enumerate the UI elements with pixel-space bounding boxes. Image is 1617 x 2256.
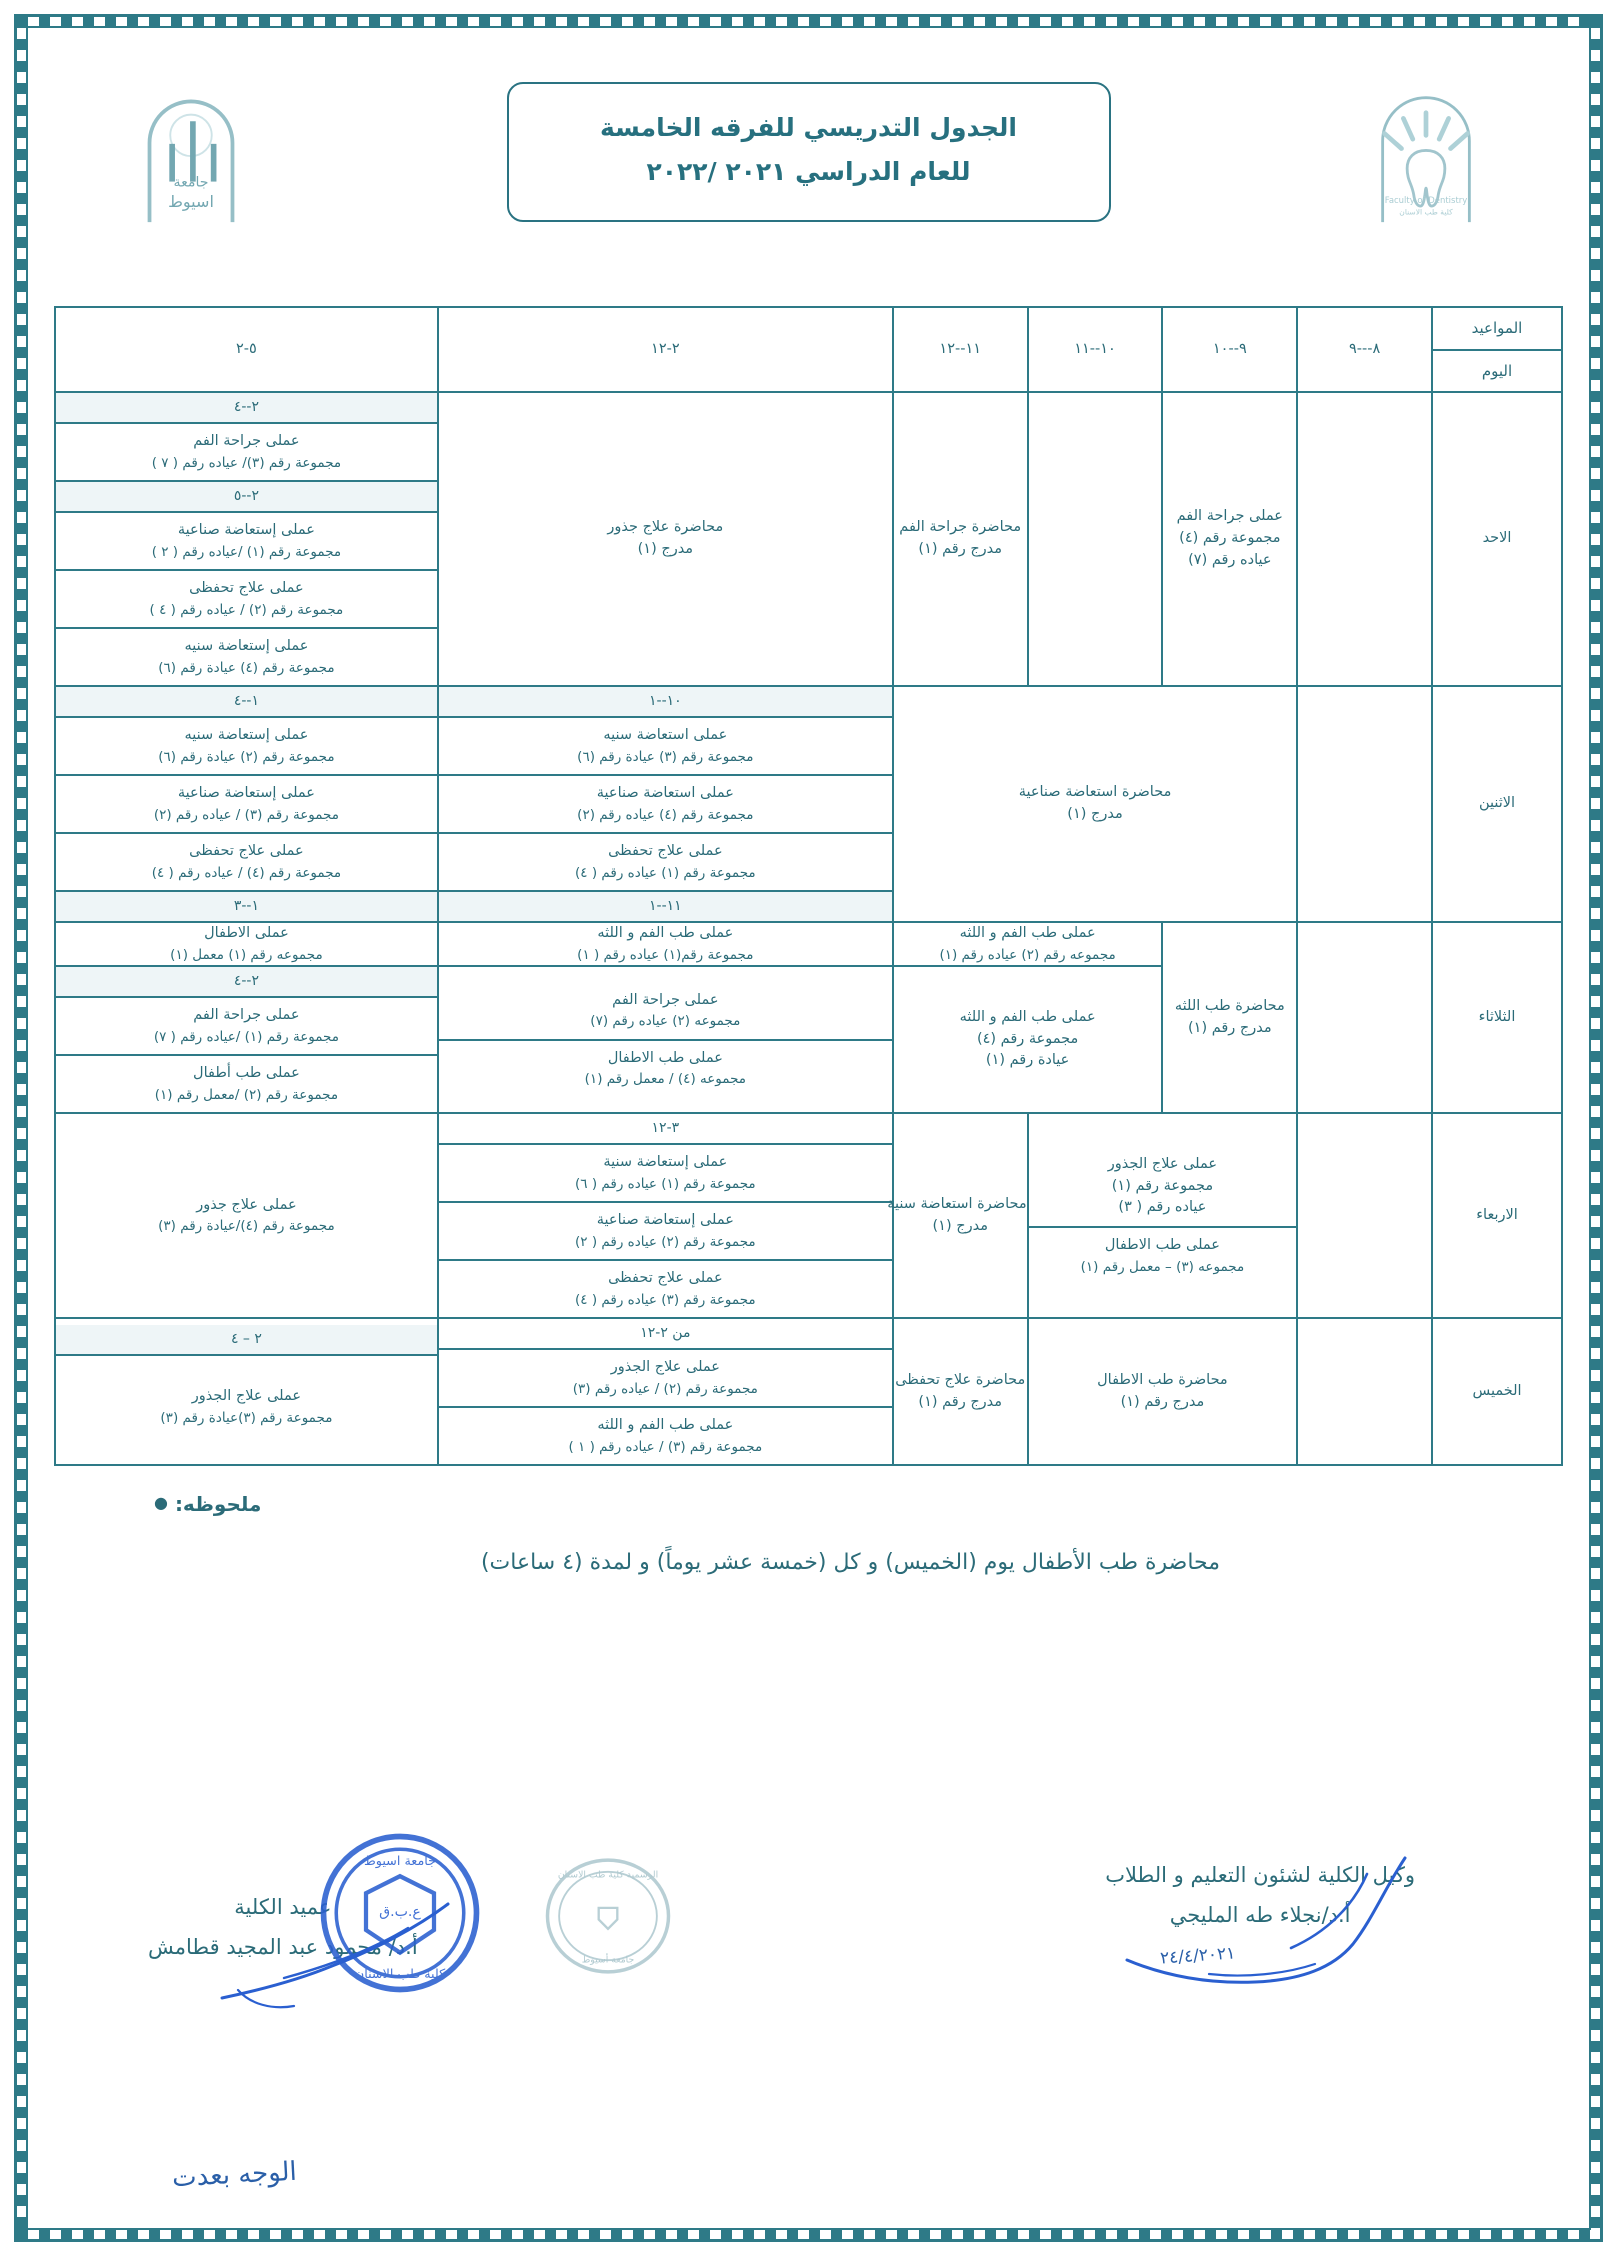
sub-time-label: ٢--٥ (56, 482, 437, 513)
course-group: مجموعة رقم (١) /عياده رقم ( ٧) (153, 1028, 339, 1045)
cell-wednesday-12-2 (438, 1113, 893, 1318)
sub-session (56, 718, 437, 776)
header-slot-8-9: ٨---٩ (1297, 307, 1432, 392)
cell-tuesday-lecture (1162, 922, 1297, 1113)
header-slot-2-5: ٥-٢ (55, 307, 438, 392)
course-group: مجموعة رقم (٤)/عيادة رقم (٣) (158, 1218, 335, 1235)
sub-time-label: ١--٤ (56, 687, 437, 718)
cell-thursday-lecture-cons (893, 1318, 1028, 1465)
course-group: مجموعة رقم (٤) (1179, 530, 1281, 547)
sub-session (56, 834, 437, 890)
course-group: مجموعة رقم (٢) / عياده رقم (٣) (572, 1380, 758, 1397)
handwritten-note: الوجه بعدت (171, 2156, 298, 2194)
sub-session (56, 776, 437, 834)
course-title: عملى علاج تحفظى (608, 1270, 723, 1286)
cell-thursday-lecture-peds (1028, 1318, 1298, 1465)
course-group: مجموعة رقم (١) عياده رقم ( ٤) (575, 864, 756, 881)
course-title: محاضرة علاج جذور (607, 519, 724, 536)
cell-tuesday-2-5-a (55, 922, 438, 966)
cell-wednesday-2-5 (55, 1113, 438, 1318)
document-header (52, 44, 1565, 244)
header-slot-11-12: ١١--١٢ (893, 307, 1028, 392)
course-title: عملى طب أطفال (193, 1065, 300, 1081)
course-title: عملى طب الفم و اللثه (959, 925, 1096, 941)
course-title: عملى إستعاضة صناعية (177, 785, 315, 801)
sub-session (56, 629, 437, 685)
sub-session (56, 1056, 437, 1112)
page-content (52, 44, 1565, 2212)
course-title: عملى طب الفم و اللثه (597, 925, 734, 941)
course-title: عملى الاطفال (204, 925, 289, 941)
sub-session (56, 513, 437, 571)
course-group: مجموعه (٤) / معمل رقم (١) (584, 1071, 747, 1088)
course-group: مجموعة رقم (١) عياده رقم ( ٦) (575, 1175, 756, 1192)
table-row-wednesday (55, 1113, 1562, 1318)
course-title: عملى إستعاضة سنيه (184, 727, 309, 743)
cell-thursday-12-2 (438, 1318, 893, 1465)
sub-time-label: ١٠--١ (439, 687, 892, 718)
course-room: عياده رقم (٧) (1188, 551, 1272, 568)
sub-session (439, 1350, 892, 1408)
course-title: عملى طب الفم و اللثه (597, 1417, 734, 1433)
course-room: مدرج رقم (١) (1120, 1393, 1205, 1410)
course-title: عملى إستعاضة سنية (603, 1154, 728, 1170)
course-group: مجموعه رقم (١) معمل (١) (170, 946, 323, 963)
course-group: مجموعة رقم (٤) عيادة رقم (٦) (158, 659, 335, 676)
course-group: مجموعة رقم (١) /عياده رقم ( ٢ ) (151, 543, 342, 560)
course-title: محاضرة استعاضة سنية (887, 1195, 1027, 1212)
cell-tuesday-10-12-a (893, 922, 1163, 966)
sub-session (439, 834, 892, 890)
vice-dean-name: أ.د/نجلاء طه المليجي (1169, 1903, 1351, 1928)
note-text: محاضرة طب الأطفال يوم (الخميس) و كل (خمسة عشر يوماً) و لمدة (٤ ساعات) (480, 1550, 1221, 1575)
cell-wednesday-8-9 (1297, 1113, 1432, 1318)
course-title: عملى علاج الجذور (1107, 1155, 1218, 1172)
svg-text:اسيوط: اسيوط (168, 192, 214, 212)
day-label-wednesday: الاربعاء (1432, 1113, 1562, 1318)
course-title: عملى علاج الجذور (610, 1359, 720, 1375)
sub-session (439, 776, 892, 834)
handwritten-date: ٢٤/٤/٢٠٢١ (1159, 1943, 1236, 1969)
svg-text:الرسمية كلية طب الاسنان: الرسمية كلية طب الاسنان (557, 1869, 659, 1881)
course-group: مجموعة رقم (٢) / عياده رقم ( ٤ ) (149, 601, 344, 618)
course-title: محاضرة استعاضة صناعية (1018, 784, 1172, 801)
course-title: محاضرة علاج تحفظى (895, 1371, 1026, 1388)
course-title: عملى علاج تحفظى (189, 580, 304, 596)
course-room: مدرج (١) (637, 541, 694, 557)
cell-monday-lecture (893, 686, 1297, 922)
cell-monday-8-9 (1297, 686, 1432, 922)
header-slot-9-10: ٩--١٠ (1162, 307, 1297, 392)
svg-text:Faculty of Dentistry: Faculty of Dentistry (1384, 195, 1468, 206)
cell-tuesday-10-12-b (893, 966, 1163, 1113)
cell-wednesday-9-11 (1028, 1113, 1298, 1318)
course-group: مجموعة رقم (٢) /معمل رقم (١) (154, 1086, 339, 1103)
course-room: مدرج رقم (١) (918, 1393, 1003, 1410)
course-title: عملى إستعاضة صناعية (596, 1212, 734, 1228)
course-room: عياده رقم ( ٣) (1118, 1199, 1207, 1216)
svg-text:كلية طب الاسنان: كلية طب الاسنان (354, 1967, 446, 1983)
cell-sunday-9-10 (1162, 392, 1297, 686)
schedule-table (54, 306, 1563, 1466)
table-row-tuesday-early (55, 922, 1562, 966)
cell-tuesday-12-2-a (438, 922, 893, 966)
cell-monday-12-2 (438, 686, 893, 891)
time-strip-11-1: ١١--١ (438, 891, 893, 922)
sub-time-label: ٢--٤ (56, 393, 437, 424)
cell-sunday-10-11 (1028, 392, 1163, 686)
course-title: عملى استعاضة صناعية (596, 785, 734, 801)
cell-thursday-8-9 (1297, 1318, 1432, 1465)
course-title: عملى إستعاضة صناعية (177, 522, 315, 538)
faculty-of-dentistry-logo (1367, 92, 1485, 224)
cell-wednesday-11-12 (887, 1113, 1028, 1318)
sub-time-label: ٢ – ٤ (56, 1325, 437, 1356)
course-group: مجموعة رقم (٣)/ عياده رقم ( ٧ ) (151, 454, 342, 471)
sub-session (1029, 1147, 1297, 1228)
course-title: عملى جراحة الفم (612, 991, 719, 1008)
time-strip-1-3: ١--٣ (55, 891, 438, 922)
svg-text:جامعة اسيوط: جامعة اسيوط (363, 1853, 437, 1869)
table-row-thursday (55, 1318, 1562, 1465)
title-box (507, 82, 1111, 222)
cell-tuesday-8-9 (1297, 922, 1432, 1113)
sub-session (439, 718, 892, 776)
course-group: مجموعه رقم (٢) عياده رقم (١) (939, 946, 1116, 963)
cell-thursday-2-5 (55, 1318, 438, 1465)
day-label-tuesday: الثلاثاء (1432, 922, 1562, 1113)
course-group: مجموعة رقم (٤) / عياده رقم ( ٤) (151, 864, 342, 881)
vice-dean-title: وكيل الكلية لشئون التعليم و الطلاب (1105, 1863, 1415, 1888)
cell-tuesday-2-5-b (55, 966, 438, 1113)
sub-time-label: ٢--٤ (56, 967, 437, 998)
course-group: مجموعة رقم (٤) (976, 1030, 1079, 1047)
course-group: مجموعة رقم (٣) عياده رقم ( ٤) (575, 1291, 756, 1308)
course-title: محاضرة طب اللثه (1174, 997, 1285, 1014)
table-header-row (55, 307, 1562, 392)
day-label-monday: الاثنين (1432, 686, 1562, 922)
course-room: مدرج (١) (932, 1217, 988, 1234)
course-title: عملى جراحة الفم (1176, 508, 1283, 525)
svg-text:ع.ب.ق: ع.ب.ق (379, 1903, 421, 1920)
cell-sunday-2-5 (55, 392, 438, 686)
svg-text:جامعة أسيوط: جامعة أسيوط (581, 1954, 635, 1966)
sub-time-label: ٣-١٢ (439, 1114, 892, 1145)
course-title: عملى طب الاطفال (1104, 1237, 1220, 1254)
svg-text:جامعة: جامعة (173, 174, 209, 191)
bullet-icon: ● (154, 1493, 168, 1512)
signature-area (52, 1854, 1565, 2084)
page-title-line2: للعام الدراسي ٢٠٢١ /٢٠٢٢ (646, 156, 971, 186)
sub-session (439, 1408, 892, 1464)
course-group: مجموعة رقم (٤) عياده رقم (٢) (577, 806, 754, 823)
course-group: مجموعة رقم (٣)عيادة رقم (٣) (160, 1409, 333, 1426)
header-day-label: اليوم (1481, 361, 1513, 380)
note-heading (52, 1492, 1539, 1516)
sub-session (439, 983, 892, 1041)
course-title: عملى علاج تحفظى (608, 843, 723, 859)
course-title: عملى علاج تحفظى (189, 843, 304, 859)
sub-session (1029, 1228, 1297, 1284)
course-group: مجموعة رقم (٣) / عياده رقم ( ١ ) (568, 1438, 763, 1455)
sub-session (439, 1145, 892, 1203)
sub-session (56, 998, 437, 1056)
note-label: ملحوظه: (174, 1492, 262, 1516)
course-title: عملى علاج الجذور (191, 1388, 302, 1404)
sub-session (56, 424, 437, 482)
course-title: عملى جراحة الفم (193, 433, 300, 449)
day-label-thursday: الخميس (1432, 1318, 1562, 1465)
cell-tuesday-12-2-b (438, 966, 893, 1113)
course-room: مدرج رقم (١) (918, 541, 1003, 557)
dean-title: عميد الكلية (234, 1895, 332, 1920)
vice-dean-signature-block (1105, 1856, 1415, 1936)
sub-session (439, 1041, 892, 1097)
course-group: مجموعة رقم (١) (1111, 1177, 1214, 1194)
sub-session (439, 1203, 892, 1261)
header-times-label: المواعيد (1433, 308, 1561, 351)
course-title: عملى طب الاطفال (607, 1049, 723, 1066)
table-row-monday (55, 686, 1562, 891)
course-room: مدرج (١) (1067, 806, 1123, 822)
official-seal-stamp (538, 1852, 678, 1980)
course-group: مجموعة رقم (٣) / عياده رقم (٢) (153, 806, 339, 823)
course-group: مجموعه (٣) – معمل رقم (١) (1080, 1258, 1245, 1275)
course-title: محاضرة طب الاطفال (1097, 1371, 1228, 1388)
course-room: عيادة رقم (١) (985, 1052, 1070, 1069)
course-group: مجموعة رقم (٣) عيادة رقم (٦) (577, 748, 754, 765)
course-group: مجموعه (٢) عياده رقم (٧) (590, 1013, 741, 1030)
course-title: عملى طب الفم و اللثه (959, 1008, 1096, 1025)
course-title: عملى جراحة الفم (193, 1007, 300, 1023)
course-group: مجموعة رقم (٢) عيادة رقم (٦) (158, 748, 335, 765)
sub-time-label: من ٢-١٢ (439, 1319, 892, 1350)
sub-session (439, 1261, 892, 1317)
note-section (52, 1492, 1565, 1575)
course-group: مجموعة رقم (٢) عياده رقم ( ٢) (575, 1233, 756, 1250)
course-title: عملى علاج جذور (196, 1196, 297, 1213)
course-title: عملى إستعاضة سنيه (184, 638, 309, 654)
dean-signature-block (148, 1888, 418, 1968)
cell-sunday-11-12 (893, 392, 1028, 686)
cell-sunday-12-2 (438, 392, 893, 686)
course-group: مجموعة رقم(١) عياده رقم ( ١) (577, 946, 754, 963)
header-slot-10-11: ١٠--١١ (1028, 307, 1163, 392)
header-slot-12-2: ٢-١٢ (438, 307, 893, 392)
header-corner (1432, 307, 1562, 392)
sub-session (56, 571, 437, 629)
cell-monday-2-5 (55, 686, 438, 891)
dean-name: أ.د/ محمود عبد المجيد قطامش (148, 1935, 418, 1960)
page-title-line1: الجدول التدريسي للفرقه الخامسة (600, 113, 1017, 142)
day-label-sunday: الاحد (1432, 392, 1562, 686)
sub-session (56, 1356, 437, 1458)
course-title: عملى استعاضة سنيه (603, 727, 728, 743)
schedule-table-wrapper (52, 306, 1565, 1466)
table-row-sunday (55, 392, 1562, 686)
cell-sunday-8-9 (1297, 392, 1432, 686)
svg-text:كلية طب الاسنان: كلية طب الاسنان (1399, 207, 1453, 217)
course-title: محاضرة جراحة الفم (899, 519, 1022, 536)
assiut-university-logo (132, 92, 250, 224)
course-room: مدرج رقم (١) (1187, 1019, 1272, 1036)
